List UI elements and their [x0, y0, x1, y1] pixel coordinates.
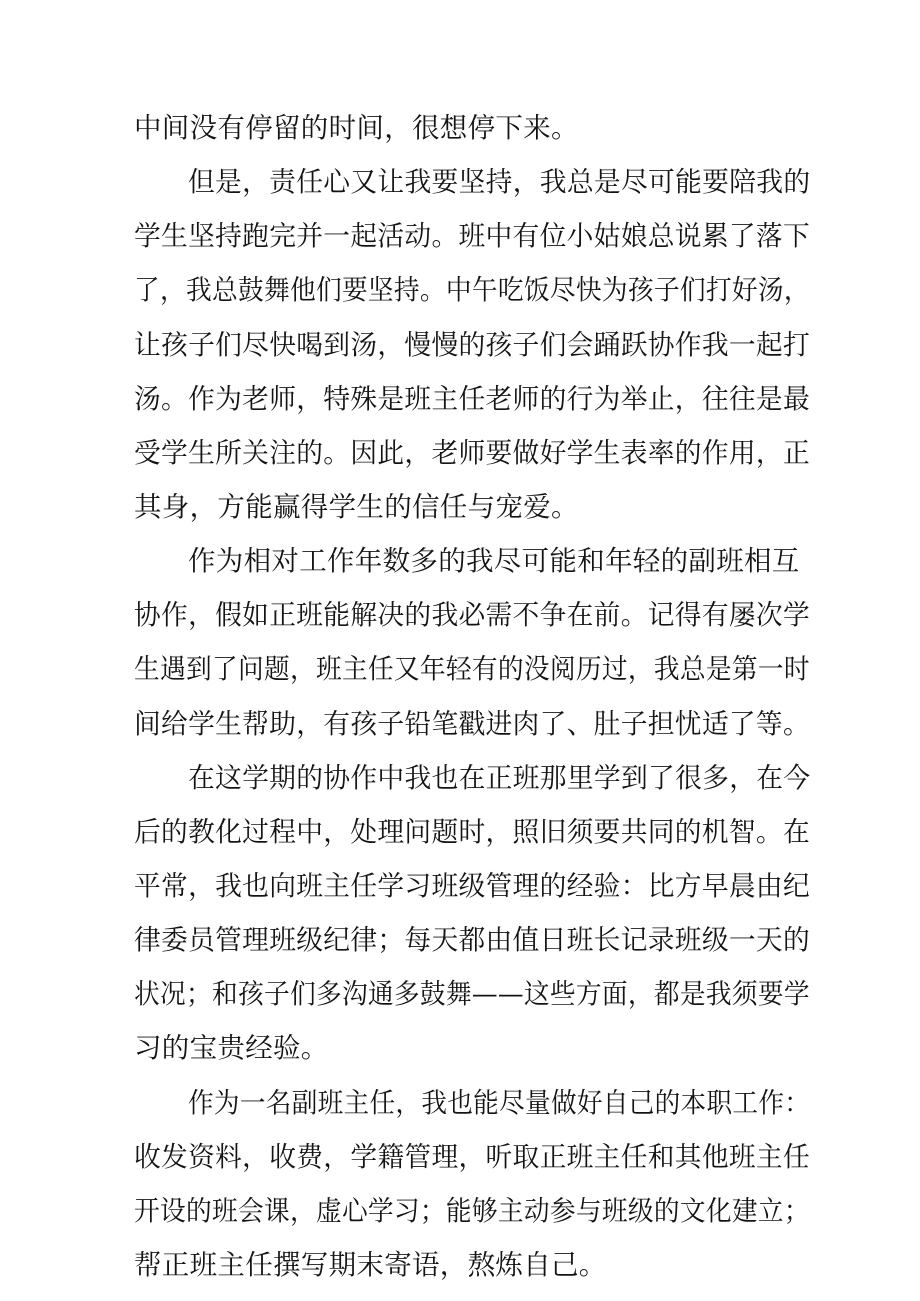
text-line: 平常，我也向班主任学习班级管理的经验：比方早晨由纪: [134, 870, 810, 902]
text-line: 受学生所关注的。因此，老师要做好学生表率的作用，正: [134, 437, 810, 469]
text-line: 律委员管理班级纪律；每天都由值日班长记录班级一天的: [134, 924, 810, 956]
text-line: 协作，假如正班能解决的我必需不争在前。记得有屡次学: [134, 599, 810, 631]
text-line: 间给学生帮助，有孩子铅笔戳进肉了、肚子担忧适了等。: [134, 708, 810, 740]
text-line: 开设的班会课，虚心学习；能够主动参与班级的文化建立；: [134, 1195, 810, 1227]
text-line: 其身，方能赢得学生的信任与宠爱。: [134, 491, 579, 523]
text-line: 收发资料，收费，学籍管理，听取正班主任和其他班主任: [134, 1141, 810, 1173]
paragraph-first-line: 作为一名副班主任，我也能尽量做好自己的本职工作：: [188, 1087, 811, 1119]
paragraph-first-line: 作为相对工作年数多的我尽可能和年轻的副班相互: [188, 545, 800, 577]
paragraph-first-line: 在这学期的协作中我也在正班那里学到了很多，在今: [188, 762, 811, 794]
paragraph-first-line: 但是，责任心又让我要坚持，我总是尽可能要陪我的: [188, 166, 811, 198]
text-line: 习的宝贵经验。: [134, 1032, 329, 1064]
text-line: 生遇到了问题，班主任又年轻有的没阅历过，我总是第一时: [134, 653, 810, 685]
text-line: 学生坚持跑完并一起活动。班中有位小姑娘总说累了落下: [134, 220, 810, 252]
text-line: 汤。作为老师，特殊是班主任老师的行为举止，往往是最: [134, 383, 810, 415]
text-line: 状况；和孩子们多沟通多鼓舞——这些方面，都是我须要学: [134, 978, 810, 1010]
text-line: 让孩子们尽快喝到汤，慢慢的孩子们会踊跃协作我一起打: [134, 329, 810, 361]
text-line: 帮正班主任撰写期末寄语，熬炼自己。: [134, 1249, 607, 1281]
text-line: 了，我总鼓舞他们要坚持。中午吃饭尽快为孩子们打好汤，: [134, 274, 810, 306]
text-line: 后的教化过程中，处理问题时，照旧须要共同的机智。在: [134, 816, 810, 848]
text-line: 中间没有停留的时间，很想停下来。: [134, 112, 579, 144]
